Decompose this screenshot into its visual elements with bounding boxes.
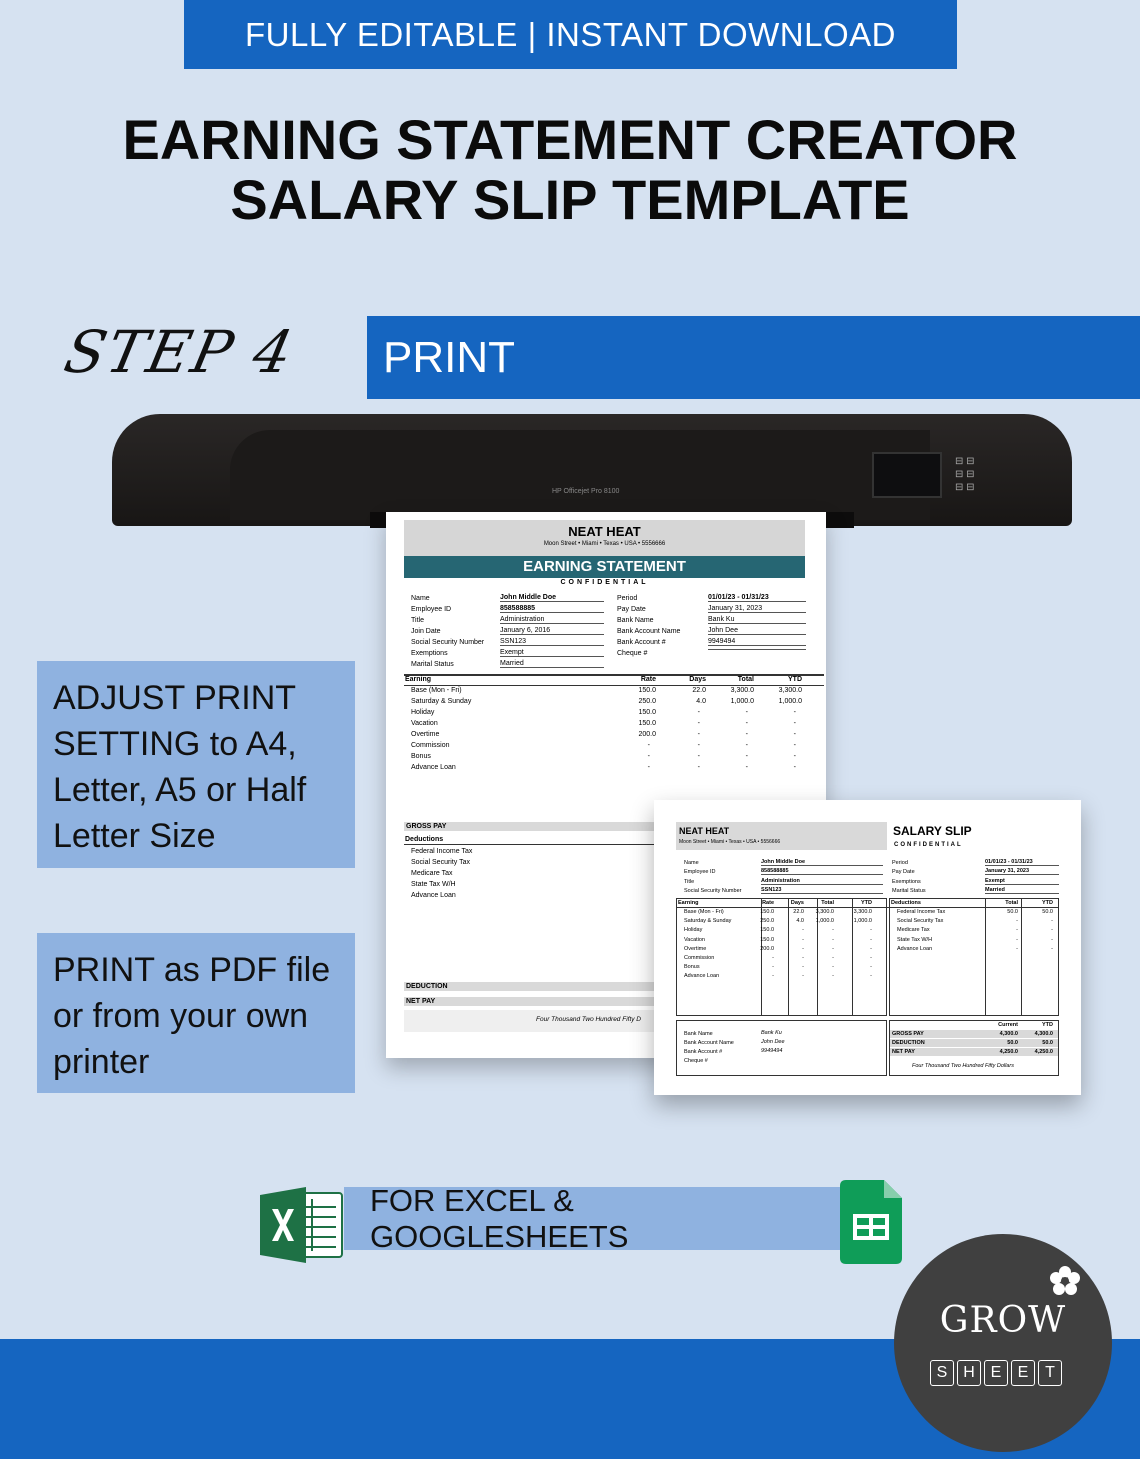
ss-deduction-cell: -: [1016, 927, 1018, 934]
es-earning-cell: -: [697, 742, 700, 749]
ss-field-label: Social Security Number: [684, 887, 742, 894]
ss-confidential: CONFIDENTIAL: [894, 842, 963, 848]
ss-earning-cell: -: [802, 927, 804, 934]
es-earning-cell: 250.0: [638, 698, 656, 705]
es-earning-cell: -: [793, 742, 796, 749]
es-deduction-item: Social Security Tax: [411, 859, 471, 866]
ss-earning-cell: -: [870, 973, 872, 980]
ss-earning-cell: -: [870, 945, 872, 952]
ss-field-label: Pay Date: [892, 869, 915, 876]
ss-deduction-cell: -: [1016, 945, 1018, 952]
logo-letter: E: [984, 1360, 1008, 1386]
ss-earning-row-label: Saturday & Sunday: [684, 918, 732, 925]
ss-field-label: Employee ID: [684, 869, 716, 876]
es-earning-cell: -: [793, 764, 796, 771]
es-earning-cell: -: [697, 731, 700, 738]
ss-earning-cell: 150.0: [760, 936, 774, 943]
ss-earning-cell: -: [870, 927, 872, 934]
ss-earning-cell: 200.0: [760, 945, 774, 952]
ss-deduction-header: Deductions: [891, 900, 921, 906]
ss-field-value: John Middle Doe: [761, 859, 883, 866]
google-sheets-icon: [840, 1180, 902, 1264]
printer-screen: [872, 452, 942, 498]
es-gross-pay: GROSS PAY: [404, 822, 824, 831]
es-field-value: SSN123: [500, 638, 604, 646]
logo-sheet-letters: [930, 1360, 1062, 1386]
ss-field-value: Married: [985, 887, 1059, 894]
ss-address: Moon Street • Miami • Texas • USA • 5556666: [679, 839, 781, 845]
es-confidential: CONFIDENTIAL: [560, 579, 649, 586]
logo-letter: S: [930, 1360, 954, 1386]
ss-earning-row-label: Vacation: [684, 936, 705, 943]
es-earning-cell: 1,000.0: [778, 698, 802, 705]
es-company: NEAT HEAT: [568, 524, 641, 539]
ss-field-value: 01/01/23 - 01/31/23: [985, 859, 1059, 866]
es-earning-row-label: Bonus: [411, 753, 431, 760]
es-field-value: 9949494: [708, 638, 806, 646]
es-deductions-header: Deductions: [405, 836, 444, 843]
es-earning-cell: 200.0: [638, 731, 656, 738]
ss-bank-value: 9949494: [761, 1048, 783, 1054]
es-field-label: Social Security Number: [411, 639, 485, 646]
es-field-label: Join Date: [411, 628, 441, 635]
ss-earning-cell: 250.0: [760, 918, 774, 925]
es-earning-row-label: Base (Mon - Fri): [411, 687, 462, 694]
ss-summary-cell: 4,300.0: [999, 1031, 1018, 1037]
ss-field-label: Exemptions: [892, 878, 921, 885]
ss-summary-header: Current: [998, 1022, 1018, 1028]
ss-deduction-cell: -: [1051, 936, 1053, 943]
ss-earning-header: Earning: [678, 900, 699, 906]
es-earning-cell: 3,300.0: [730, 687, 754, 694]
ss-deduction-row-label: State Tax W/H: [897, 936, 933, 943]
es-earning-cell: -: [745, 764, 748, 771]
ss-field-label: Title: [684, 878, 695, 885]
es-deduction-item: Federal Income Tax: [411, 848, 473, 855]
es-field-value: Married: [500, 660, 604, 668]
es-earning-header: Days: [689, 676, 706, 683]
ss-earning-cell: -: [832, 927, 834, 934]
ss-earning-cell: -: [832, 936, 834, 943]
es-earning-cell: 1,000.0: [730, 698, 754, 705]
es-earning-row-label: Holiday: [411, 709, 435, 716]
es-earning-row-label: Vacation: [411, 720, 438, 727]
es-earning-cell: -: [793, 720, 796, 727]
print-bar: PRINT: [367, 316, 1140, 399]
ss-bank-label: Bank Name: [684, 1031, 713, 1037]
salary-slip-document: [654, 800, 1081, 1095]
printer-brand: HP Officejet Pro 8100: [552, 488, 620, 495]
ss-deduction-header: YTD: [1042, 900, 1053, 906]
ss-deduction-cell: -: [1051, 918, 1053, 925]
ss-earning-header: Total: [821, 900, 834, 906]
ss-earning-cell: -: [832, 955, 834, 961]
ss-earning-cell: -: [772, 973, 774, 980]
es-field-value: Administration: [500, 616, 604, 624]
es-earning-cell: -: [745, 720, 748, 727]
ss-deduction-cell: 50.0: [1007, 909, 1018, 915]
ss-summary-label: GROSS PAY: [892, 1031, 924, 1037]
es-deduction-item: State Tax W/H: [411, 881, 456, 888]
ss-field-label: Name: [684, 860, 699, 866]
es-field-label: Cheque #: [617, 650, 648, 657]
ss-earning-cell: -: [870, 964, 872, 971]
ss-earning-cell: 22.0: [793, 909, 804, 915]
ss-content: [654, 800, 1081, 1095]
es-earning-cell: -: [745, 731, 748, 738]
ss-summary-header: YTD: [1042, 1022, 1053, 1028]
es-earning-cell: -: [793, 753, 796, 760]
ss-summary-cell: 50.0: [1042, 1040, 1053, 1046]
ss-earning-cell: -: [832, 945, 834, 952]
es-field-label: Bank Account Name: [617, 628, 681, 635]
es-field-value: January 6, 2016: [500, 627, 604, 635]
es-earning-cell: -: [745, 709, 748, 716]
ss-bank-label: Cheque #: [684, 1058, 708, 1064]
es-earning-header: Total: [737, 676, 754, 683]
ss-earning-row-label: Advance Loan: [684, 973, 720, 980]
ss-company: NEAT HEAT: [679, 826, 730, 836]
es-field-value: Exempt: [500, 649, 604, 657]
top-banner: FULLY EDITABLE | INSTANT DOWNLOAD: [184, 0, 957, 69]
es-earning-row-label: Commission: [411, 742, 450, 749]
ss-deduction-row-label: Medicare Tax: [897, 927, 930, 934]
logo-letter: T: [1038, 1360, 1062, 1386]
es-earning-header: YTD: [788, 676, 802, 683]
es-field-label: Employee ID: [411, 606, 452, 613]
ss-earning-cell: -: [832, 973, 834, 980]
ss-bank-value: John Dee: [761, 1039, 785, 1045]
es-earning-cell: 3,300.0: [778, 687, 802, 694]
ss-deduction-row-label: Federal Income Tax: [897, 909, 946, 915]
es-field-label: Bank Account #: [617, 639, 666, 646]
logo-letter: H: [957, 1360, 981, 1386]
ss-summary-cell: 4,250.0: [999, 1049, 1018, 1055]
es-earning-cell: -: [793, 731, 796, 738]
ss-field-value: SSN123: [761, 887, 883, 894]
ss-deduction-row-label: Social Security Tax: [897, 918, 944, 925]
title-line-2: SALARY SLIP TEMPLATE: [230, 168, 910, 231]
ss-summary-label: NET PAY: [892, 1049, 915, 1055]
ss-deduction-cell: -: [1016, 936, 1018, 943]
es-net-pay: NET PAY: [404, 997, 824, 1006]
ss-deduction-cell: -: [1051, 945, 1053, 952]
ss-earning-header: YTD: [861, 900, 872, 906]
es-deduction-item: Medicare Tax: [411, 870, 453, 877]
ss-deduction-cell: -: [1051, 927, 1053, 934]
ss-earning-cell: -: [802, 936, 804, 943]
ss-earning-cell: -: [870, 936, 872, 943]
es-earning-cell: -: [647, 753, 650, 760]
ss-earning-row-label: Commission: [684, 955, 715, 961]
es-field-label: Period: [617, 595, 638, 602]
ss-earning-cell: 150.0: [760, 927, 774, 934]
ss-deduction-cell: -: [1016, 918, 1018, 925]
ss-summary-cell: 4,300.0: [1034, 1031, 1053, 1037]
ss-earning-header: Days: [790, 900, 804, 906]
es-field-label: Marital Status: [411, 661, 454, 668]
ss-earning-cell: 4.0: [796, 918, 804, 925]
es-earning-cell: -: [745, 753, 748, 760]
ss-summary-cell: 50.0: [1007, 1040, 1018, 1046]
excel-icon: [260, 1187, 344, 1263]
es-earning-cell: 4.0: [696, 698, 706, 705]
adjust-print-box: ADJUST PRINT SETTING to A4, Letter, A5 or Half Letter Size: [37, 661, 355, 868]
es-field-label: Name: [411, 595, 430, 602]
es-earning-header: Earning: [405, 676, 432, 683]
es-deduction-total: DEDUCTION: [404, 982, 824, 991]
ss-field-value: January 31, 2023: [985, 868, 1059, 875]
ss-earning-cell: 1,000.0: [853, 918, 872, 925]
ss-earning-cell: 150.0: [760, 909, 774, 915]
flower-icon: [1048, 1264, 1082, 1298]
ss-bank-label: Bank Account #: [684, 1049, 723, 1055]
step-label: STEP 4: [58, 318, 301, 386]
ss-earning-row-label: Overtime: [684, 945, 707, 952]
ss-earning-cell: 3,300.0: [853, 909, 872, 915]
growsheet-logo: [894, 1234, 1112, 1452]
ss-earning-cell: -: [772, 964, 774, 971]
ss-amount-words: Four Thousand Two Hundred Fifty Dollars: [912, 1063, 1014, 1069]
ss-field-label: Period: [892, 860, 908, 866]
ss-earning-cell: -: [772, 955, 774, 961]
es-earning-row-label: Saturday & Sunday: [411, 698, 472, 705]
ss-earning-row-label: Bonus: [684, 964, 700, 971]
es-heading: EARNING STATEMENT: [404, 556, 805, 578]
es-field-value: John Middle Doe: [500, 594, 604, 602]
ss-earning-row-label: Base (Mon - Fri): [684, 909, 724, 915]
es-earning-header: Rate: [640, 676, 656, 683]
es-earning-cell: -: [697, 709, 700, 716]
es-earning-cell: -: [745, 742, 748, 749]
main-title: [0, 110, 1140, 230]
ss-field-value: Administration: [761, 878, 883, 885]
ss-earning-cell: -: [832, 964, 834, 971]
es-earning-cell: -: [697, 720, 700, 727]
ss-earning-cell: -: [802, 964, 804, 971]
ss-earning-cell: -: [802, 973, 804, 980]
logo-grow-text: GROW: [939, 1300, 1067, 1341]
logo-letter: E: [1011, 1360, 1035, 1386]
es-deductions-list: [411, 846, 611, 901]
es-earning-cell: 150.0: [638, 687, 656, 694]
es-field-label: Exemptions: [411, 650, 448, 657]
es-amount-words: Four Thousand Two Hundred Fifty D: [536, 1016, 642, 1023]
title-line-1: EARNING STATEMENT CREATOR: [122, 108, 1018, 171]
es-field-value: January 31, 2023: [708, 605, 806, 613]
ss-earning-cell: -: [802, 945, 804, 952]
ss-earning-row-label: Holiday: [684, 927, 703, 934]
ss-field-label: Marital Status: [892, 887, 926, 894]
platforms-label: FOR EXCEL & GOOGLESHEETS: [344, 1187, 840, 1250]
ss-summary-cell: 4,250.0: [1034, 1049, 1053, 1055]
es-field-value: 01/01/23 - 01/31/23: [708, 594, 806, 602]
printer-front-panel: [230, 430, 930, 520]
es-field-label: Pay Date: [617, 606, 646, 613]
ss-earning-cell: 1,000.0: [815, 918, 834, 925]
ss-heading: SALARY SLIP: [893, 824, 972, 838]
ss-summary-label: DEDUCTION: [892, 1040, 925, 1046]
es-field-value: Bank Ku: [708, 616, 806, 624]
ss-bank-label: Bank Account Name: [684, 1040, 734, 1046]
es-earning-cell: -: [647, 764, 650, 771]
ss-earning-cell: -: [870, 955, 872, 961]
es-earning-cell: 22.0: [692, 687, 706, 694]
ss-deduction-table: [889, 898, 1059, 1016]
ss-deduction-row-label: Advance Loan: [897, 945, 933, 952]
printer-buttons-icon: ⊟ ⊟ ⊟ ⊟ ⊟ ⊟: [955, 456, 975, 493]
es-earning-cell: -: [697, 753, 700, 760]
es-field-value: 858588885: [500, 605, 604, 613]
es-earning-row-label: Overtime: [411, 731, 440, 738]
es-field-label: Title: [411, 617, 424, 624]
es-earning-row-label: Advance Loan: [411, 764, 456, 771]
ss-bank-value: Bank Ku: [761, 1030, 782, 1036]
es-earning-cell: -: [647, 742, 650, 749]
es-address: Moon Street • Miami • Texas • USA • 5556666: [543, 541, 666, 547]
es-earning-cell: -: [793, 709, 796, 716]
ss-deduction-cell: 50.0: [1042, 909, 1053, 915]
es-deduction-item: Advance Loan: [411, 892, 456, 899]
ss-field-value: Exempt: [985, 878, 1059, 885]
es-field-value: John Dee: [708, 627, 806, 635]
ss-earning-cell: 3,300.0: [815, 909, 834, 915]
print-pdf-box: PRINT as PDF file or from your own printer: [37, 933, 355, 1093]
es-field-value: [708, 649, 806, 650]
es-earning-cell: 150.0: [638, 720, 656, 727]
ss-earning-header: Rate: [762, 900, 774, 906]
ss-earning-cell: -: [802, 955, 804, 961]
ss-field-value: 858588885: [761, 868, 883, 875]
es-earning-cell: -: [697, 764, 700, 771]
ss-deduction-header: Total: [1005, 900, 1018, 906]
es-earning-cell: 150.0: [638, 709, 656, 716]
es-field-label: Bank Name: [617, 617, 654, 624]
